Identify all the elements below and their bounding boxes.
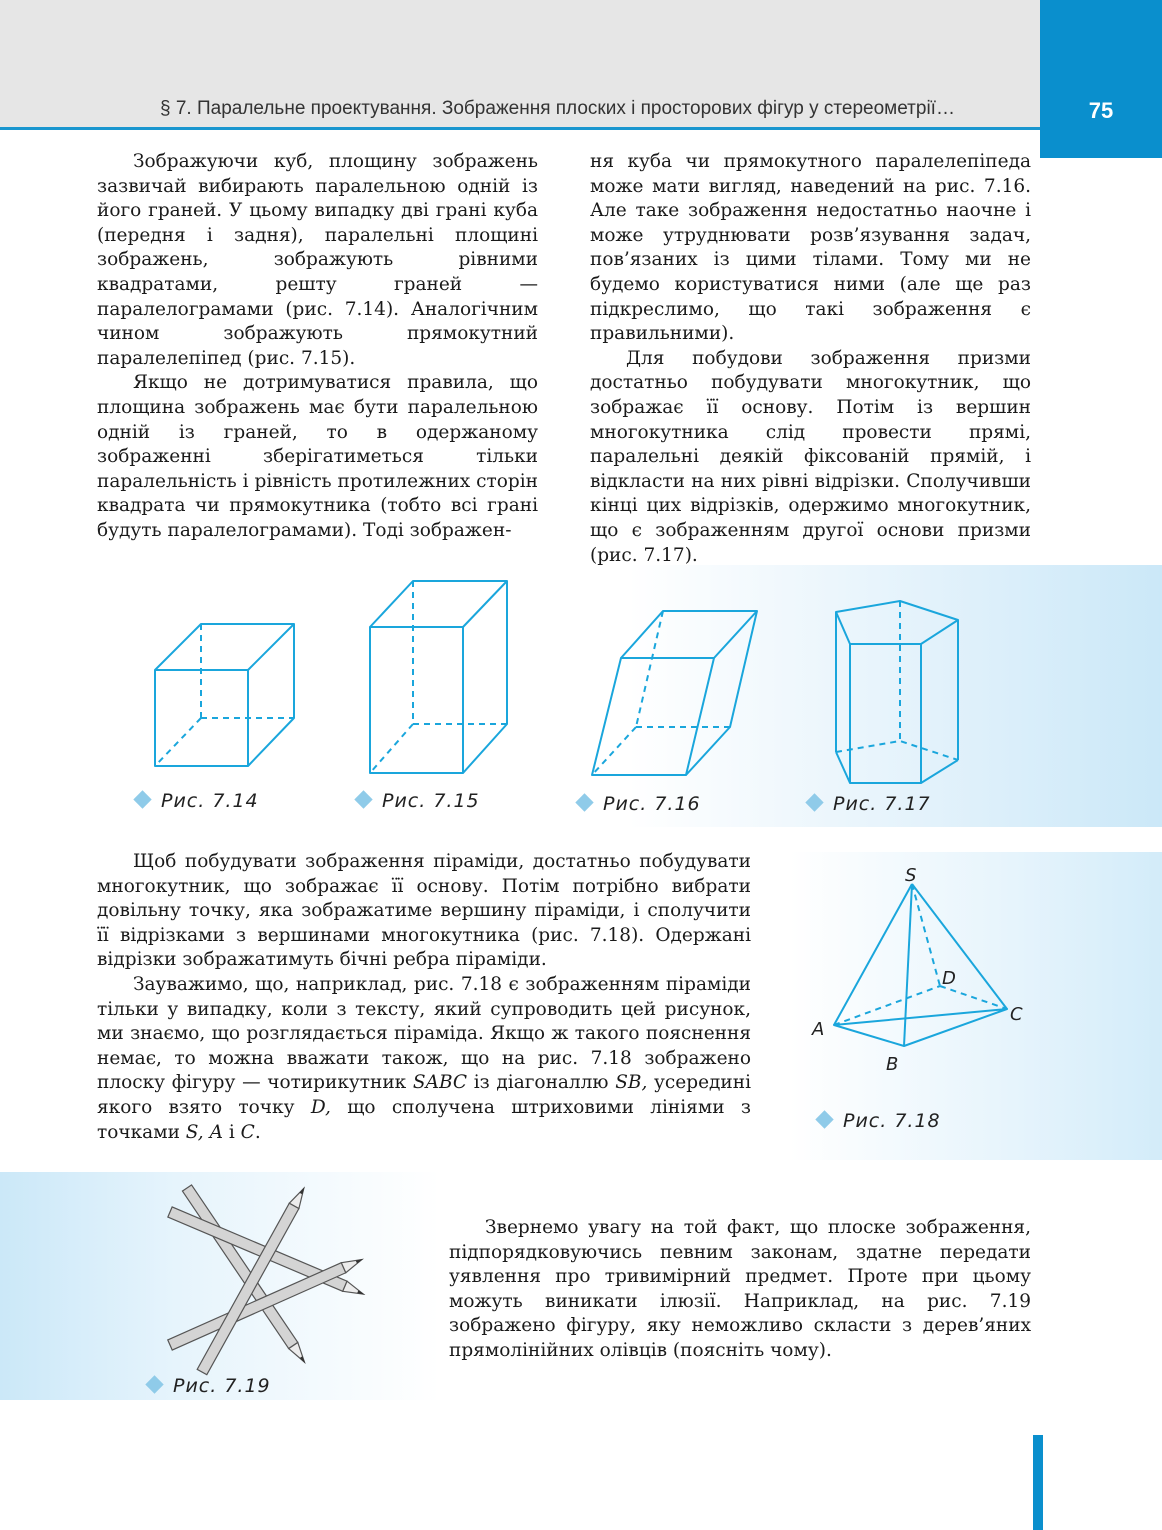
diamond-bullet-icon: [145, 1375, 163, 1393]
diamond-bullet-icon: [354, 790, 372, 808]
vertex-label-s: S: [905, 865, 917, 886]
caption-fig-7-15: Рис. 7.15: [357, 790, 480, 812]
page-number: 75: [1088, 98, 1114, 123]
left-column: [97, 150, 538, 544]
diamond-bullet-icon: [815, 1110, 833, 1128]
vertex-label-b: B: [886, 1054, 899, 1075]
paragraph: Зображуючи куб, площину зображень зазвичай вибирають паралельною одній із його граней. У цьому випадку дві грані куба (передня і задня), паралельні площині зображень, зображують рівними квадратами, решту граней — паралелограмами (рис. 7.14). Аналогічним чином зображують прямокутний паралелепіпед (рис. 7.15).: [97, 151, 538, 369]
page-number-tab: [1040, 0, 1162, 158]
illusion-band: [0, 1172, 440, 1400]
paragraph: Для побудови зображення призми достатньо побудувати многокутник, що зображає її основу. Потім із вершин многокутника слід провести прямі, паралельні деякій фіксованій прямій, і відкласти на них рівні відрізки. Сполучивши кінці цих відрізків, одержимо многокутник, що є зображенням другої основи призми (рис. 7.17).: [590, 347, 1031, 566]
caption-fig-7-19: Рис. 7.19: [148, 1375, 271, 1397]
caption-fig-7-16: Рис. 7.16: [578, 793, 701, 815]
caption-fig-7-17: Рис. 7.17: [808, 793, 931, 815]
vertex-label-c: C: [1010, 1004, 1023, 1025]
caption-fig-7-18: Рис. 7.18: [818, 1110, 941, 1132]
paragraph: Зауважимо, що, наприклад, рис. 7.18 є зображенням піраміди тільки у випадку, коли з тексту, який супроводить цей рисунок, ми знаємо, що розглядається піраміда. Якщо ж такого пояснення немає, то можна вважати також, що на рис. 7.18 зображено плоску фігуру — чотирикутник SABC із діагоналлю SB, усередині якого взято точку D, що сполучена штриховими лініями з точками S, A і C.: [97, 973, 751, 1143]
caption-fig-7-14: Рис. 7.14: [136, 790, 259, 812]
right-column: [590, 150, 1031, 568]
side-marker-bar: [1033, 1435, 1043, 1530]
pyramid-text: [97, 850, 751, 1145]
illusion-text: [449, 1216, 1031, 1364]
paragraph: ня куба чи прямокутного паралелепіпеда може мати вигляд, наведений на рис. 7.16. Але таке зображення недостатньо наочне і може утруднювати розв’язування задач, пов’язаних із цими тілами. Тому ми не будемо користуватися ними (але ще раз підкреслимо, що такі зображення є правильними).: [590, 151, 1031, 345]
paragraph: Щоб побудувати зображення піраміди, достатньо побудувати многокутник, що зображає її основу. Потім потрібно вибрати довільну точку, яка зображатиме вершину піраміди, і сполучити її відрізками з вершинами многокутника (рис. 7.18). Одержані відрізки зображатимуть бічні ребра піраміди.: [97, 851, 751, 971]
paragraph: Звернемо увагу на той факт, що плоске зображення, підпорядковуючись певним законам, здатне передати уявлення про тривимірний предмет. Проте при цьому можуть виникати ілюзії. Наприклад, на рис. 7.19 зображено фігуру, яку неможливо скласти з дерев’яних прямолінійних олівців (поясніть чому).: [449, 1217, 1031, 1361]
vertex-label-a: A: [812, 1019, 825, 1040]
diamond-bullet-icon: [575, 793, 593, 811]
diamond-bullet-icon: [133, 790, 151, 808]
diamond-bullet-icon: [805, 793, 823, 811]
running-header: § 7. Паралельне проектування. Зображення плоских і просторових фігур у стереометрії…: [160, 98, 955, 119]
figures-band: [95, 565, 1162, 827]
vertex-label-d: D: [942, 968, 956, 989]
paragraph: Якщо не дотримуватися правила, що площина зображень має бути паралельною одній із граней, то в одержаному зображенні зберігатиметься тільки паралельність і рівність протилежних сторін квадрата чи прямокутника (тобто всі грані будуть паралелограмами). Тоді зображен-: [97, 372, 538, 541]
header-rule: [0, 127, 1040, 130]
